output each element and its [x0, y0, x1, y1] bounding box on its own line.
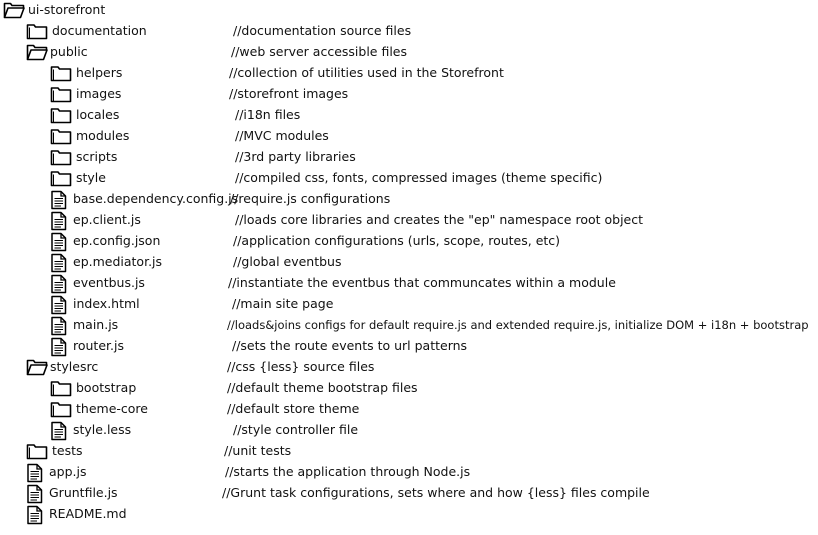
tree-row: [0, 315, 818, 336]
item-comment: //sets the route events to url patterns: [232, 338, 468, 353]
tree-row: [0, 483, 818, 504]
item-name: app.js: [49, 464, 87, 479]
tree-row: [0, 189, 818, 210]
item-name: style.less: [73, 422, 132, 437]
item-comment: //main site page: [232, 296, 334, 311]
tree-row: [0, 462, 818, 483]
folder-icon: [50, 400, 72, 418]
folder-icon: [26, 22, 48, 40]
folder-icon: [26, 442, 48, 460]
item-name: tests: [52, 443, 83, 458]
item-comment: //default theme bootstrap files: [227, 380, 418, 395]
folder-icon: [50, 106, 72, 124]
item-name: router.js: [73, 338, 124, 353]
folder-open-icon: [3, 1, 25, 19]
folder-icon: [50, 64, 72, 82]
file-icon: [50, 211, 68, 231]
item-comment: //documentation source files: [233, 23, 412, 38]
tree-row: [0, 21, 818, 42]
tree-row: [0, 63, 818, 84]
folder-icon: [50, 148, 72, 166]
tree-row: [0, 294, 818, 315]
item-comment: //require.js configurations: [230, 191, 391, 206]
item-comment: //i18n files: [235, 107, 301, 122]
tree-row: [0, 42, 818, 63]
item-name: theme-core: [76, 401, 148, 416]
item-name: ui-storefront: [28, 2, 106, 17]
file-icon: [50, 316, 68, 336]
file-icon: [26, 484, 44, 504]
item-comment: //loads&joins configs for default require.js and extended require.js, initialize DOM + i18n + bootstrap: [227, 318, 809, 332]
item-name: scripts: [76, 149, 118, 164]
tree-row: [0, 399, 818, 420]
tree-row: [0, 378, 818, 399]
file-icon: [26, 463, 44, 483]
file-icon: [50, 274, 68, 294]
item-comment: //unit tests: [224, 443, 292, 458]
file-icon: [50, 253, 68, 273]
item-comment: //collection of utilities used in the Storefront: [229, 65, 504, 80]
item-name: base.dependency.config.js: [73, 191, 239, 206]
tree-row: [0, 126, 818, 147]
item-comment: //web server accessible files: [231, 44, 408, 59]
tree-row: [0, 336, 818, 357]
item-name: main.js: [73, 317, 119, 332]
item-name: Gruntfile.js: [49, 485, 118, 500]
tree-row: [0, 357, 818, 378]
item-comment: //Grunt task configurations, sets where and how {less} files compile: [222, 485, 650, 500]
folder-icon: [50, 379, 72, 397]
item-name: ep.client.js: [73, 212, 141, 227]
folder-icon: [50, 127, 72, 145]
item-name: bootstrap: [76, 380, 137, 395]
tree-row: [0, 147, 818, 168]
item-comment: //storefront images: [229, 86, 349, 101]
item-name: ep.mediator.js: [73, 254, 163, 269]
item-comment: //style controller file: [233, 422, 359, 437]
tree-row: [0, 0, 818, 21]
item-comment: //global eventbus: [233, 254, 342, 269]
item-comment: //3rd party libraries: [235, 149, 356, 164]
item-comment: //default store theme: [227, 401, 360, 416]
tree-row: [0, 420, 818, 441]
item-name: locales: [76, 107, 120, 122]
item-comment: //application configurations (urls, scope, routes, etc): [233, 233, 561, 248]
item-comment: //instantiate the eventbus that communcates within a module: [228, 275, 616, 290]
tree-row: [0, 273, 818, 294]
item-name: stylesrc: [50, 359, 99, 374]
item-name: images: [76, 86, 122, 101]
item-name: documentation: [52, 23, 147, 38]
file-icon: [50, 337, 68, 357]
tree-row: [0, 84, 818, 105]
tree-row: [0, 231, 818, 252]
folder-icon: [50, 85, 72, 103]
file-icon: [50, 421, 68, 441]
item-name: index.html: [73, 296, 140, 311]
tree-row: [0, 105, 818, 126]
folder-open-icon: [26, 358, 48, 376]
item-name: public: [50, 44, 88, 59]
file-icon: [50, 295, 68, 315]
item-name: helpers: [76, 65, 123, 80]
file-icon: [50, 190, 68, 210]
item-comment: //compiled css, fonts, compressed images (theme specific): [235, 170, 603, 185]
file-icon: [26, 505, 44, 525]
item-name: ep.config.json: [73, 233, 161, 248]
item-comment: //MVC modules: [235, 128, 329, 143]
tree-row: [0, 210, 818, 231]
item-name: modules: [76, 128, 130, 143]
tree-row: [0, 252, 818, 273]
tree-row: [0, 168, 818, 189]
folder-icon: [50, 169, 72, 187]
item-name: eventbus.js: [73, 275, 145, 290]
tree-row: [0, 441, 818, 462]
item-comment: //loads core libraries and creates the "ep" namespace root object: [235, 212, 644, 227]
item-comment: //css {less} source files: [227, 359, 375, 374]
item-name: README.md: [49, 506, 127, 521]
file-icon: [50, 232, 68, 252]
item-name: style: [76, 170, 106, 185]
folder-open-icon: [26, 43, 48, 61]
tree-row: [0, 504, 818, 525]
item-comment: //starts the application through Node.js: [225, 464, 471, 479]
